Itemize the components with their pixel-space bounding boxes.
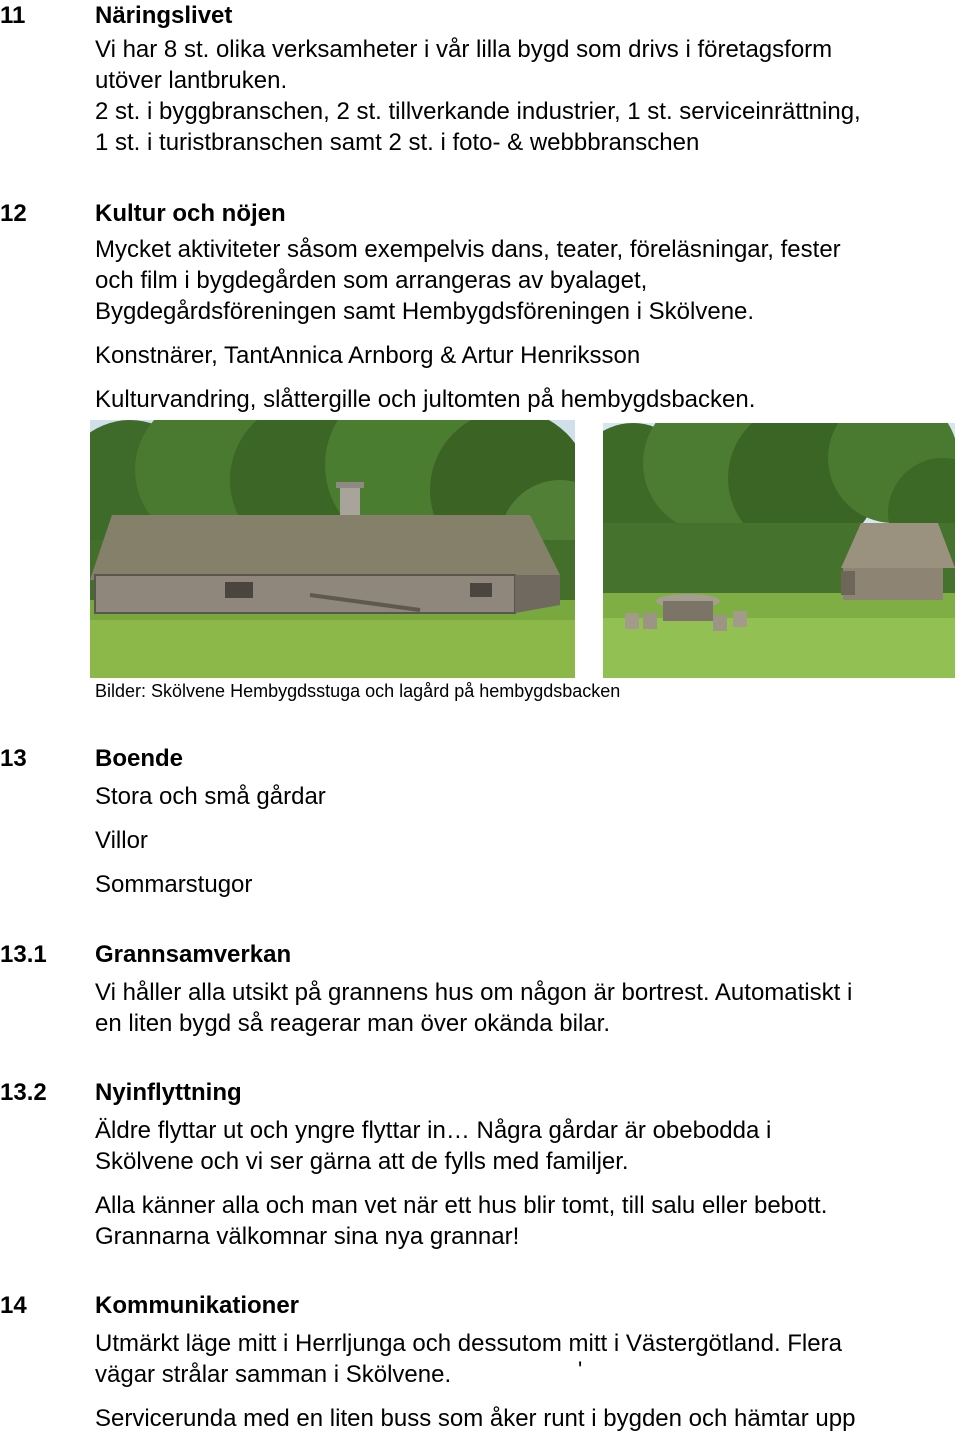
paragraph-line: Äldre flyttar ut och yngre flyttar in… Några gårdar är obebodda i xyxy=(95,1117,772,1144)
stray-mark: ' xyxy=(578,1357,583,1382)
paragraph-line: Skölvene och vi ser gärna att de fylls med familjer. xyxy=(95,1148,629,1175)
paragraph-line: och film i bygdegården som arrangeras av byalaget, xyxy=(95,267,648,294)
paragraph-line: Stora och små gårdar xyxy=(95,783,326,810)
paragraph-line: Servicerunda med en liten buss som åker runt i bygden och hämtar upp xyxy=(95,1405,856,1432)
section-number: 12 xyxy=(0,200,27,227)
paragraph-line: Kulturvandring, slåttergille och jultomten på hembygdsbacken. xyxy=(95,386,756,413)
photo-hembygdsstuga xyxy=(90,420,575,678)
section-number: 13.2 xyxy=(0,1079,47,1106)
paragraph-line: utöver lantbruken. xyxy=(95,67,288,94)
paragraph-line: Villor xyxy=(95,827,148,854)
section-title: Näringslivet xyxy=(95,2,233,29)
section-number: 13 xyxy=(0,745,27,772)
section-title: Grannsamverkan xyxy=(95,941,292,968)
section-number: 13.1 xyxy=(0,941,47,968)
paragraph-line: 2 st. i byggbranschen, 2 st. tillverkande industrier, 1 st. serviceinrättning, xyxy=(95,98,861,125)
paragraph-line: Bygdegårdsföreningen samt Hembygdsföreningen i Skölvene. xyxy=(95,298,755,325)
paragraph-line: Mycket aktiviteter såsom exempelvis dans, teater, föreläsningar, fester xyxy=(95,236,841,263)
paragraph-line: Utmärkt läge mitt i Herrljunga och dessutom mitt i Västergötland. Flera xyxy=(95,1330,842,1357)
section-number: 11 xyxy=(0,2,26,29)
paragraph-line: Alla känner alla och man vet när ett hus blir tomt, till salu eller bebott. xyxy=(95,1192,828,1219)
paragraph-line: Sommarstugor xyxy=(95,871,253,898)
paragraph-line: 1 st. i turistbranschen samt 2 st. i foto- & webbbranschen xyxy=(95,129,700,156)
photo-caption: Bilder: Skölvene Hembygdsstuga och lagård på hembygdsbacken xyxy=(95,681,621,701)
paragraph-line: Grannarna välkomnar sina nya grannar! xyxy=(95,1223,520,1250)
paragraph-line: en liten bygd så reagerar man över okända bilar. xyxy=(95,1010,610,1037)
photo-lagard xyxy=(603,423,955,678)
section-title: Nyinflyttning xyxy=(95,1079,242,1106)
paragraph-line: Vi håller alla utsikt på grannens hus om någon är bortrest. Automatiskt i xyxy=(95,979,853,1006)
paragraph-line: Konstnärer, TantAnnica Arnborg & Artur Henriksson xyxy=(95,342,641,369)
section-title: Boende xyxy=(95,745,184,772)
paragraph-line: Vi har 8 st. olika verksamheter i vår lilla bygd som drivs i företagsform xyxy=(95,36,833,63)
section-number: 14 xyxy=(0,1292,27,1319)
section-title: Kommunikationer xyxy=(95,1292,300,1319)
paragraph-line: vägar strålar samman i Skölvene. xyxy=(95,1361,452,1388)
section-title: Kultur och nöjen xyxy=(95,200,286,227)
